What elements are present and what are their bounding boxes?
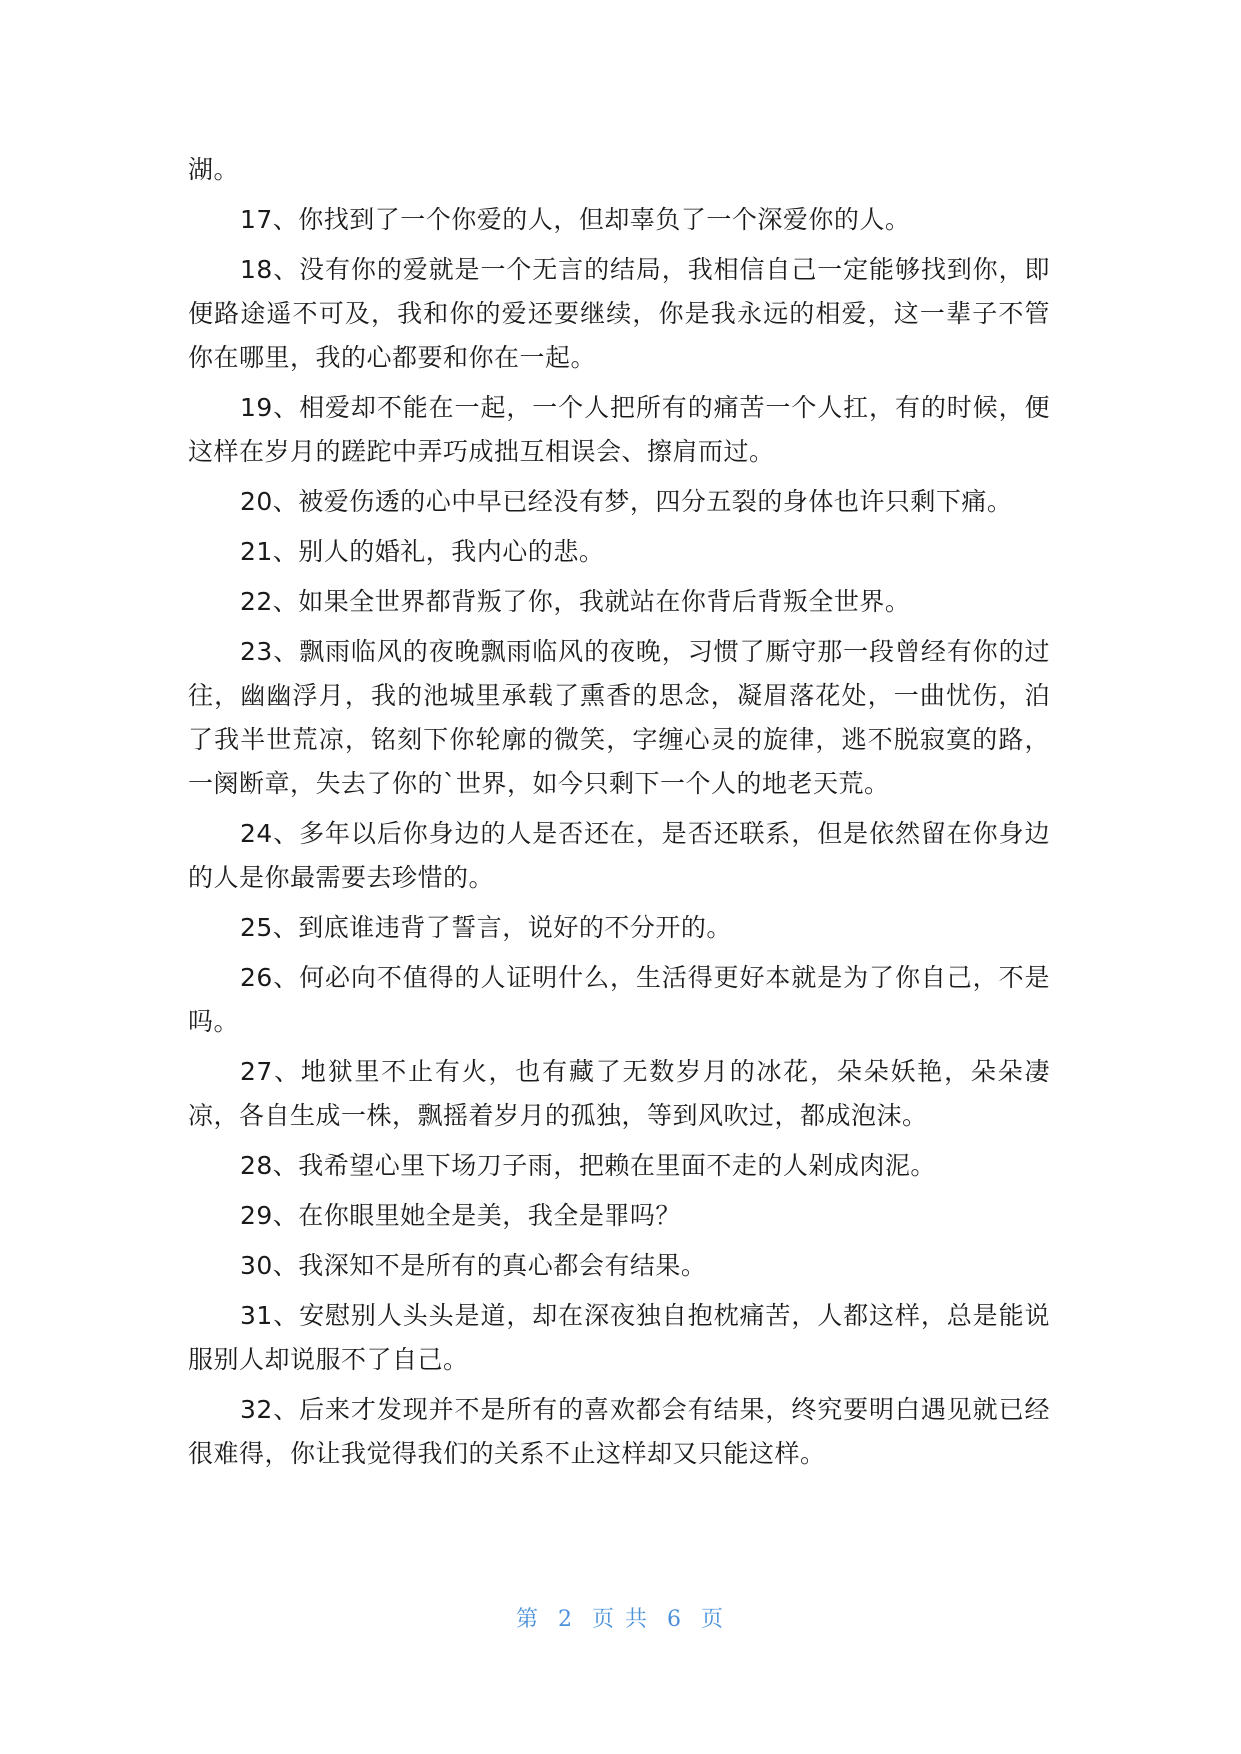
paragraph: 26、何必向不值得的人证明什么，生活得更好本就是为了你自己，不是吗。: [188, 963, 1050, 1036]
paragraph: 27、地狱里不止有火，也有藏了无数岁月的冰花，朵朵妖艳，朵朵凄凉，各自生成一株，飘摇着岁月的孤独，等到风吹过，都成泡沫。: [188, 1057, 1050, 1130]
paragraph: 19、相爱却不能在一起，一个人把所有的痛苦一个人扛，有的时候，便这样在岁月的蹉跎中弄巧成拙互相误会、擦肩而过。: [188, 393, 1050, 466]
paragraph: 湖。: [188, 155, 240, 184]
paragraph: 30、我深知不是所有的真心都会有结果。: [240, 1251, 707, 1280]
page-number-footer: 第 2 页 共 6 页: [516, 1607, 725, 1632]
paragraph: 17、你找到了一个你爱的人，但却辜负了一个深爱你的人。: [240, 205, 911, 234]
paragraph: 32、后来才发现并不是所有的喜欢都会有结果，终究要明白遇见就已经很难得，你让我觉得我们的关系不止这样却又只能这样。: [188, 1395, 1050, 1468]
paragraph: 20、被爱伤透的心中早已经没有梦，四分五裂的身体也许只剩下痛。: [240, 487, 1013, 516]
paragraph: 24、多年以后你身边的人是否还在，是否还联系，但是依然留在你身边的人是你最需要去珍惜的。: [188, 819, 1050, 892]
paragraph: 31、安慰别人头头是道，却在深夜独自抱枕痛苦，人都这样，总是能说服别人却说服不了自己。: [188, 1301, 1050, 1374]
paragraph: 18、没有你的爱就是一个无言的结局，我相信自己一定能够找到你，即便路途遥不可及，我和你的爱还要继续，你是我永远的相爱，这一辈子不管你在哪里，我的心都要和你在一起。: [188, 255, 1050, 372]
document-body: [188, 148, 1050, 1482]
paragraph: 21、别人的婚礼，我内心的悲。: [240, 537, 605, 566]
paragraph: 23、飘雨临风的夜晚飘雨临风的夜晚，习惯了厮守那一段曾经有你的过往，幽幽浮月，我的池城里承载了熏香的思念，凝眉落花处，一曲忧伤，泊了我半世荒凉，铭刻下你轮廓的微笑，字缠心灵的旋律，逃不脱寂寞的路，一阕断章，失去了你的`世界，如今只剩下一个人的地老天荒。: [188, 637, 1050, 798]
paragraph: 29、在你眼里她全是美，我全是罪吗？: [240, 1201, 681, 1230]
paragraph: 25、到底谁违背了誓言，说好的不分开的。: [240, 913, 732, 942]
paragraph: 28、我希望心里下场刀子雨，把赖在里面不走的人剁成肉泥。: [240, 1151, 936, 1180]
paragraph: 22、如果全世界都背叛了你，我就站在你背后背叛全世界。: [240, 587, 911, 616]
